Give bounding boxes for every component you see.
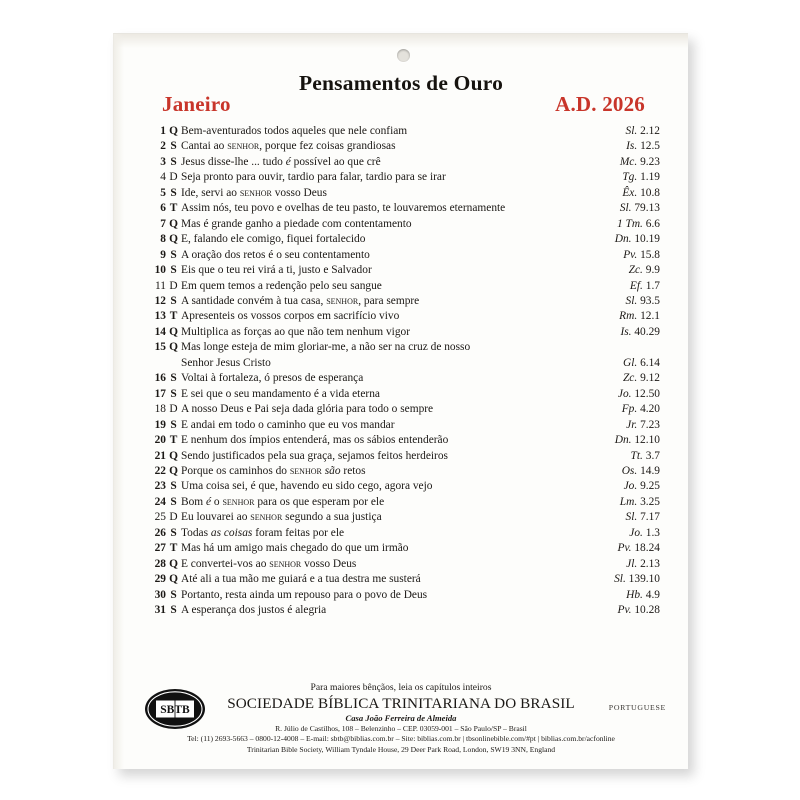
day-of-week: Q xyxy=(169,341,178,354)
footer-house: Casa João Ferreira de Almeida xyxy=(345,712,457,723)
day-of-week: S xyxy=(170,604,177,617)
verse-reference: Sl. 139.10 xyxy=(614,573,660,586)
day-of-week: Q xyxy=(169,125,178,137)
verse-reference: Is. 40.29 xyxy=(620,325,660,338)
verse-text: A nosso Deus e Pai seja dada glória para todo o sempre xyxy=(181,403,434,416)
day-number: 20 xyxy=(154,434,166,447)
day-number: 14 xyxy=(154,325,166,338)
verse-reference: Pv. 10.28 xyxy=(617,604,660,617)
verse-text: Sendo justificados pela sua graça, sejamos feitos herdeiros xyxy=(181,449,448,462)
page-title: Pensamentos de Ouro xyxy=(298,71,504,95)
verse-reference: Jr. 7.23 xyxy=(626,418,660,431)
table-row xyxy=(144,279,660,294)
day-number: 12 xyxy=(154,294,166,307)
day-of-week: S xyxy=(170,495,177,508)
verse-text: E nenhum dos ímpios entenderá, mas os sábios entenderão xyxy=(181,434,449,447)
verse-reference: 1 Tm. 6.6 xyxy=(616,217,660,230)
verse-text: Eu louvarei ao senhor segundo a sua justiça xyxy=(181,511,382,524)
verse-text: E, falando ele comigo, fiquei fortalecido xyxy=(181,233,366,246)
verse-reference: Tt. 3.7 xyxy=(630,449,660,462)
daily-verses-body xyxy=(144,124,660,619)
day-of-week: D xyxy=(169,171,178,184)
day-of-week: S xyxy=(170,372,177,385)
day-of-week: Q xyxy=(169,325,178,338)
day-of-week: T xyxy=(169,542,178,555)
verse-text: A esperança dos justos é alegria xyxy=(181,604,327,617)
table-row xyxy=(144,588,660,603)
day-number: 29 xyxy=(154,573,166,586)
table-row xyxy=(144,387,660,402)
table-row xyxy=(144,371,660,386)
table-row xyxy=(144,418,660,433)
table-row xyxy=(144,263,660,278)
day-of-week: T xyxy=(169,202,178,215)
verse-reference: Zc. 9.12 xyxy=(622,372,660,385)
verse-reference: Ef. 1.7 xyxy=(629,279,660,292)
verse-text-continued: Senhor Jesus Cristo xyxy=(181,356,271,369)
day-of-week: S xyxy=(170,418,177,431)
day-number-spacer xyxy=(144,356,166,371)
punch-hole xyxy=(397,49,410,62)
verse-text: Bem-aventurados todos aqueles que nele confiam xyxy=(181,125,408,137)
year-label: A.D. 2026 xyxy=(555,92,645,116)
table-row xyxy=(144,201,660,216)
table-row xyxy=(144,526,660,541)
day-of-week: D xyxy=(169,403,178,416)
day-of-week: S xyxy=(170,387,177,400)
verse-reference: Jo. 1.3 xyxy=(629,526,660,539)
day-of-week: T xyxy=(169,434,178,447)
verse-text: Uma coisa sei, é que, havendo eu sido cego, agora vejo xyxy=(181,480,433,493)
day-of-week: Q xyxy=(169,557,178,570)
day-number: 22 xyxy=(154,464,166,477)
table-row xyxy=(144,557,660,572)
verse-reference: Sl. 2.12 xyxy=(625,125,660,137)
table-row xyxy=(144,464,660,479)
table-row xyxy=(144,139,660,154)
verse-text: Cantai ao senhor, porque fez coisas grandiosas xyxy=(181,140,396,153)
verse-text: Todas as coisas foram feitas por ele xyxy=(181,526,345,539)
day-number: 23 xyxy=(154,480,166,493)
day-of-week: S xyxy=(170,248,177,261)
day-number: 5 xyxy=(160,186,166,199)
verse-reference: Dn. 12.10 xyxy=(614,434,660,447)
verse-reference: Jo. 12.50 xyxy=(617,387,660,400)
verse-text: Mas há um amigo mais chegado do que um irmão xyxy=(181,542,409,555)
table-row xyxy=(144,124,660,139)
verse-text: A oração dos retos é o seu contentamento xyxy=(181,248,370,261)
table-row xyxy=(144,479,660,494)
verse-reference: Os. 14.9 xyxy=(621,464,660,477)
table-row xyxy=(144,603,660,618)
day-of-week: S xyxy=(170,480,177,493)
day-number: 26 xyxy=(154,526,166,539)
day-of-week: S xyxy=(170,186,177,199)
verse-text: Apresenteis os vossos corpos em sacrifício vivo xyxy=(181,310,400,323)
day-number: 25 xyxy=(154,511,166,524)
verse-text: Bom é o senhor para os que esperam por ele xyxy=(181,495,385,508)
footer xyxy=(114,682,688,755)
verse-reference: Tg. 1.19 xyxy=(622,171,660,184)
verse-text: Eis que o teu rei virá a ti, justo e Salvador xyxy=(181,264,372,277)
verse-text: E andai em todo o caminho que eu vos mandar xyxy=(181,418,395,431)
day-number: 16 xyxy=(154,372,166,385)
verse-text: Jesus disse-lhe ... tudo é possível ao que crê xyxy=(181,155,381,168)
day-number: 9 xyxy=(160,248,166,261)
table-row xyxy=(144,340,660,355)
table-row xyxy=(144,248,660,263)
day-of-week: S xyxy=(170,588,177,601)
footer-society: Trinitarian Bible Society, William Tyndale House, 29 Deer Park Road, London, SW19 3NN, England xyxy=(246,744,556,754)
day-number: 11 xyxy=(155,279,166,292)
table-row xyxy=(144,186,660,201)
table-row xyxy=(144,510,660,525)
verse-reference: Mc. 9.23 xyxy=(619,155,660,168)
table-row xyxy=(144,433,660,448)
table-row xyxy=(144,325,660,340)
verse-reference: Is. 12.5 xyxy=(626,140,660,153)
verse-text: Portanto, resta ainda um repouso para o povo de Deus xyxy=(181,588,428,601)
footer-address: R. Júlio de Castilhos, 108 – Belenzinho – CEP. 03059-001 – São Paulo/SP – Brasil xyxy=(275,723,527,733)
verse-reference: Fp. 4.20 xyxy=(621,403,660,416)
day-number: 1 xyxy=(160,125,166,137)
table-row xyxy=(144,217,660,232)
sbtb-logo-text: SBTB xyxy=(160,704,190,716)
day-number: 27 xyxy=(154,542,166,555)
verse-reference xyxy=(590,340,660,355)
day-number: 6 xyxy=(160,202,166,215)
daily-verses-table xyxy=(144,124,660,619)
day-number: 19 xyxy=(154,418,166,431)
table-row xyxy=(144,309,660,324)
day-of-week: Q xyxy=(169,464,178,477)
table-row xyxy=(144,572,660,587)
verse-text: Até ali a tua mão me guiará e a tua destra me susterá xyxy=(181,573,421,586)
day-number: 10 xyxy=(154,264,166,277)
verse-reference: Jl. 2.13 xyxy=(626,557,660,570)
table-row xyxy=(144,495,660,510)
day-of-week: S xyxy=(170,140,177,153)
day-of-week: S xyxy=(170,155,177,168)
day-of-week: S xyxy=(170,526,177,539)
day-of-week: Q xyxy=(169,449,178,462)
day-number: 21 xyxy=(154,449,166,462)
footer-contact: Tel: (11) 2693-5663 – 0800-12-4008 – E-mail: sbtb@biblias.com.br – Site: biblias.com.br | tbsonlinebible.com/#pt | biblias.com.br/acfonline xyxy=(187,734,615,744)
day-number: 30 xyxy=(154,588,166,601)
day-number: 3 xyxy=(160,155,166,168)
day-number: 7 xyxy=(160,217,166,230)
table-row xyxy=(144,402,660,417)
verse-text: Mas longe esteja de mim gloriar-me, a não ser na cruz de nosso xyxy=(181,341,471,354)
day-number: 8 xyxy=(160,233,166,246)
day-of-week: Q xyxy=(169,573,178,586)
day-number: 18 xyxy=(154,403,166,416)
table-row xyxy=(144,294,660,309)
day-number: 24 xyxy=(154,495,166,508)
verse-reference: Pv. 18.24 xyxy=(617,542,660,555)
day-number: 28 xyxy=(154,557,166,570)
day-number: 15 xyxy=(154,341,166,354)
month-label: Janeiro xyxy=(162,92,231,116)
footer-organization: SOCIEDADE BÍBLICA TRINITARIANA DO BRASIL xyxy=(227,694,575,712)
verse-reference: Jo. 9.25 xyxy=(623,480,660,493)
table-row-continuation xyxy=(144,356,660,371)
verse-reference: Dn. 10.19 xyxy=(614,233,660,246)
language-label: PORTUGUESE xyxy=(608,703,666,712)
calendar-sheet xyxy=(113,33,688,769)
table-row xyxy=(144,449,660,464)
table-row xyxy=(144,232,660,247)
verse-reference: Gl. 6.14 xyxy=(622,356,660,369)
verse-text: Ide, servi ao senhor vosso Deus xyxy=(181,186,327,199)
verse-text: E convertei-vos ao senhor vosso Deus xyxy=(181,557,357,570)
verse-reference: Lm. 3.25 xyxy=(619,495,660,508)
day-number: 13 xyxy=(154,310,166,323)
day-number: 2 xyxy=(160,140,166,153)
verse-text: Porque os caminhos do senhor são retos xyxy=(181,464,366,477)
table-row xyxy=(144,170,660,185)
verse-text: Voltai à fortaleza, ó presos de esperança xyxy=(181,372,364,385)
table-row xyxy=(144,155,660,170)
verse-text: Em quem temos a redenção pelo seu sangue xyxy=(181,279,382,292)
day-number: 4 xyxy=(160,171,166,184)
day-of-week: S xyxy=(170,294,177,307)
verse-text: Multiplica as forças ao que não tem nenhum vigor xyxy=(181,325,411,338)
verse-text: Mas é grande ganho a piedade com contentamento xyxy=(181,217,412,230)
day-number: 17 xyxy=(154,387,166,400)
day-of-week: D xyxy=(169,511,178,524)
footer-tagline: Para maiores bênçãos, leia os capítulos inteiros xyxy=(310,681,492,693)
day-of-week: Q xyxy=(169,233,178,246)
verse-reference: Sl. 7.17 xyxy=(625,511,660,524)
verse-text: Seja pronto para ouvir, tardio para falar, tardio para se irar xyxy=(181,171,446,184)
verse-reference: Sl. 79.13 xyxy=(619,202,660,215)
verse-text: Assim nós, teu povo e ovelhas de teu pasto, te louvaremos eternamente xyxy=(181,202,506,215)
verse-text: E sei que o seu mandamento é a vida eterna xyxy=(181,387,380,400)
verse-text: A santidade convém à tua casa, senhor, para sempre xyxy=(181,294,420,307)
table-row xyxy=(144,541,660,556)
day-of-week: T xyxy=(169,310,178,323)
day-of-week: S xyxy=(170,264,177,277)
day-of-week-spacer xyxy=(166,356,181,371)
verse-reference: Êx. 10.8 xyxy=(622,186,660,199)
verse-reference: Pv. 15.8 xyxy=(623,248,660,261)
day-number: 31 xyxy=(154,604,166,617)
verse-reference: Zc. 9.9 xyxy=(628,264,660,277)
verse-reference: Sl. 93.5 xyxy=(625,294,660,307)
verse-reference: Hb. 4.9 xyxy=(626,588,660,601)
verse-reference: Rm. 12.1 xyxy=(619,310,660,323)
day-of-week: D xyxy=(169,279,178,292)
day-of-week: Q xyxy=(169,217,178,230)
